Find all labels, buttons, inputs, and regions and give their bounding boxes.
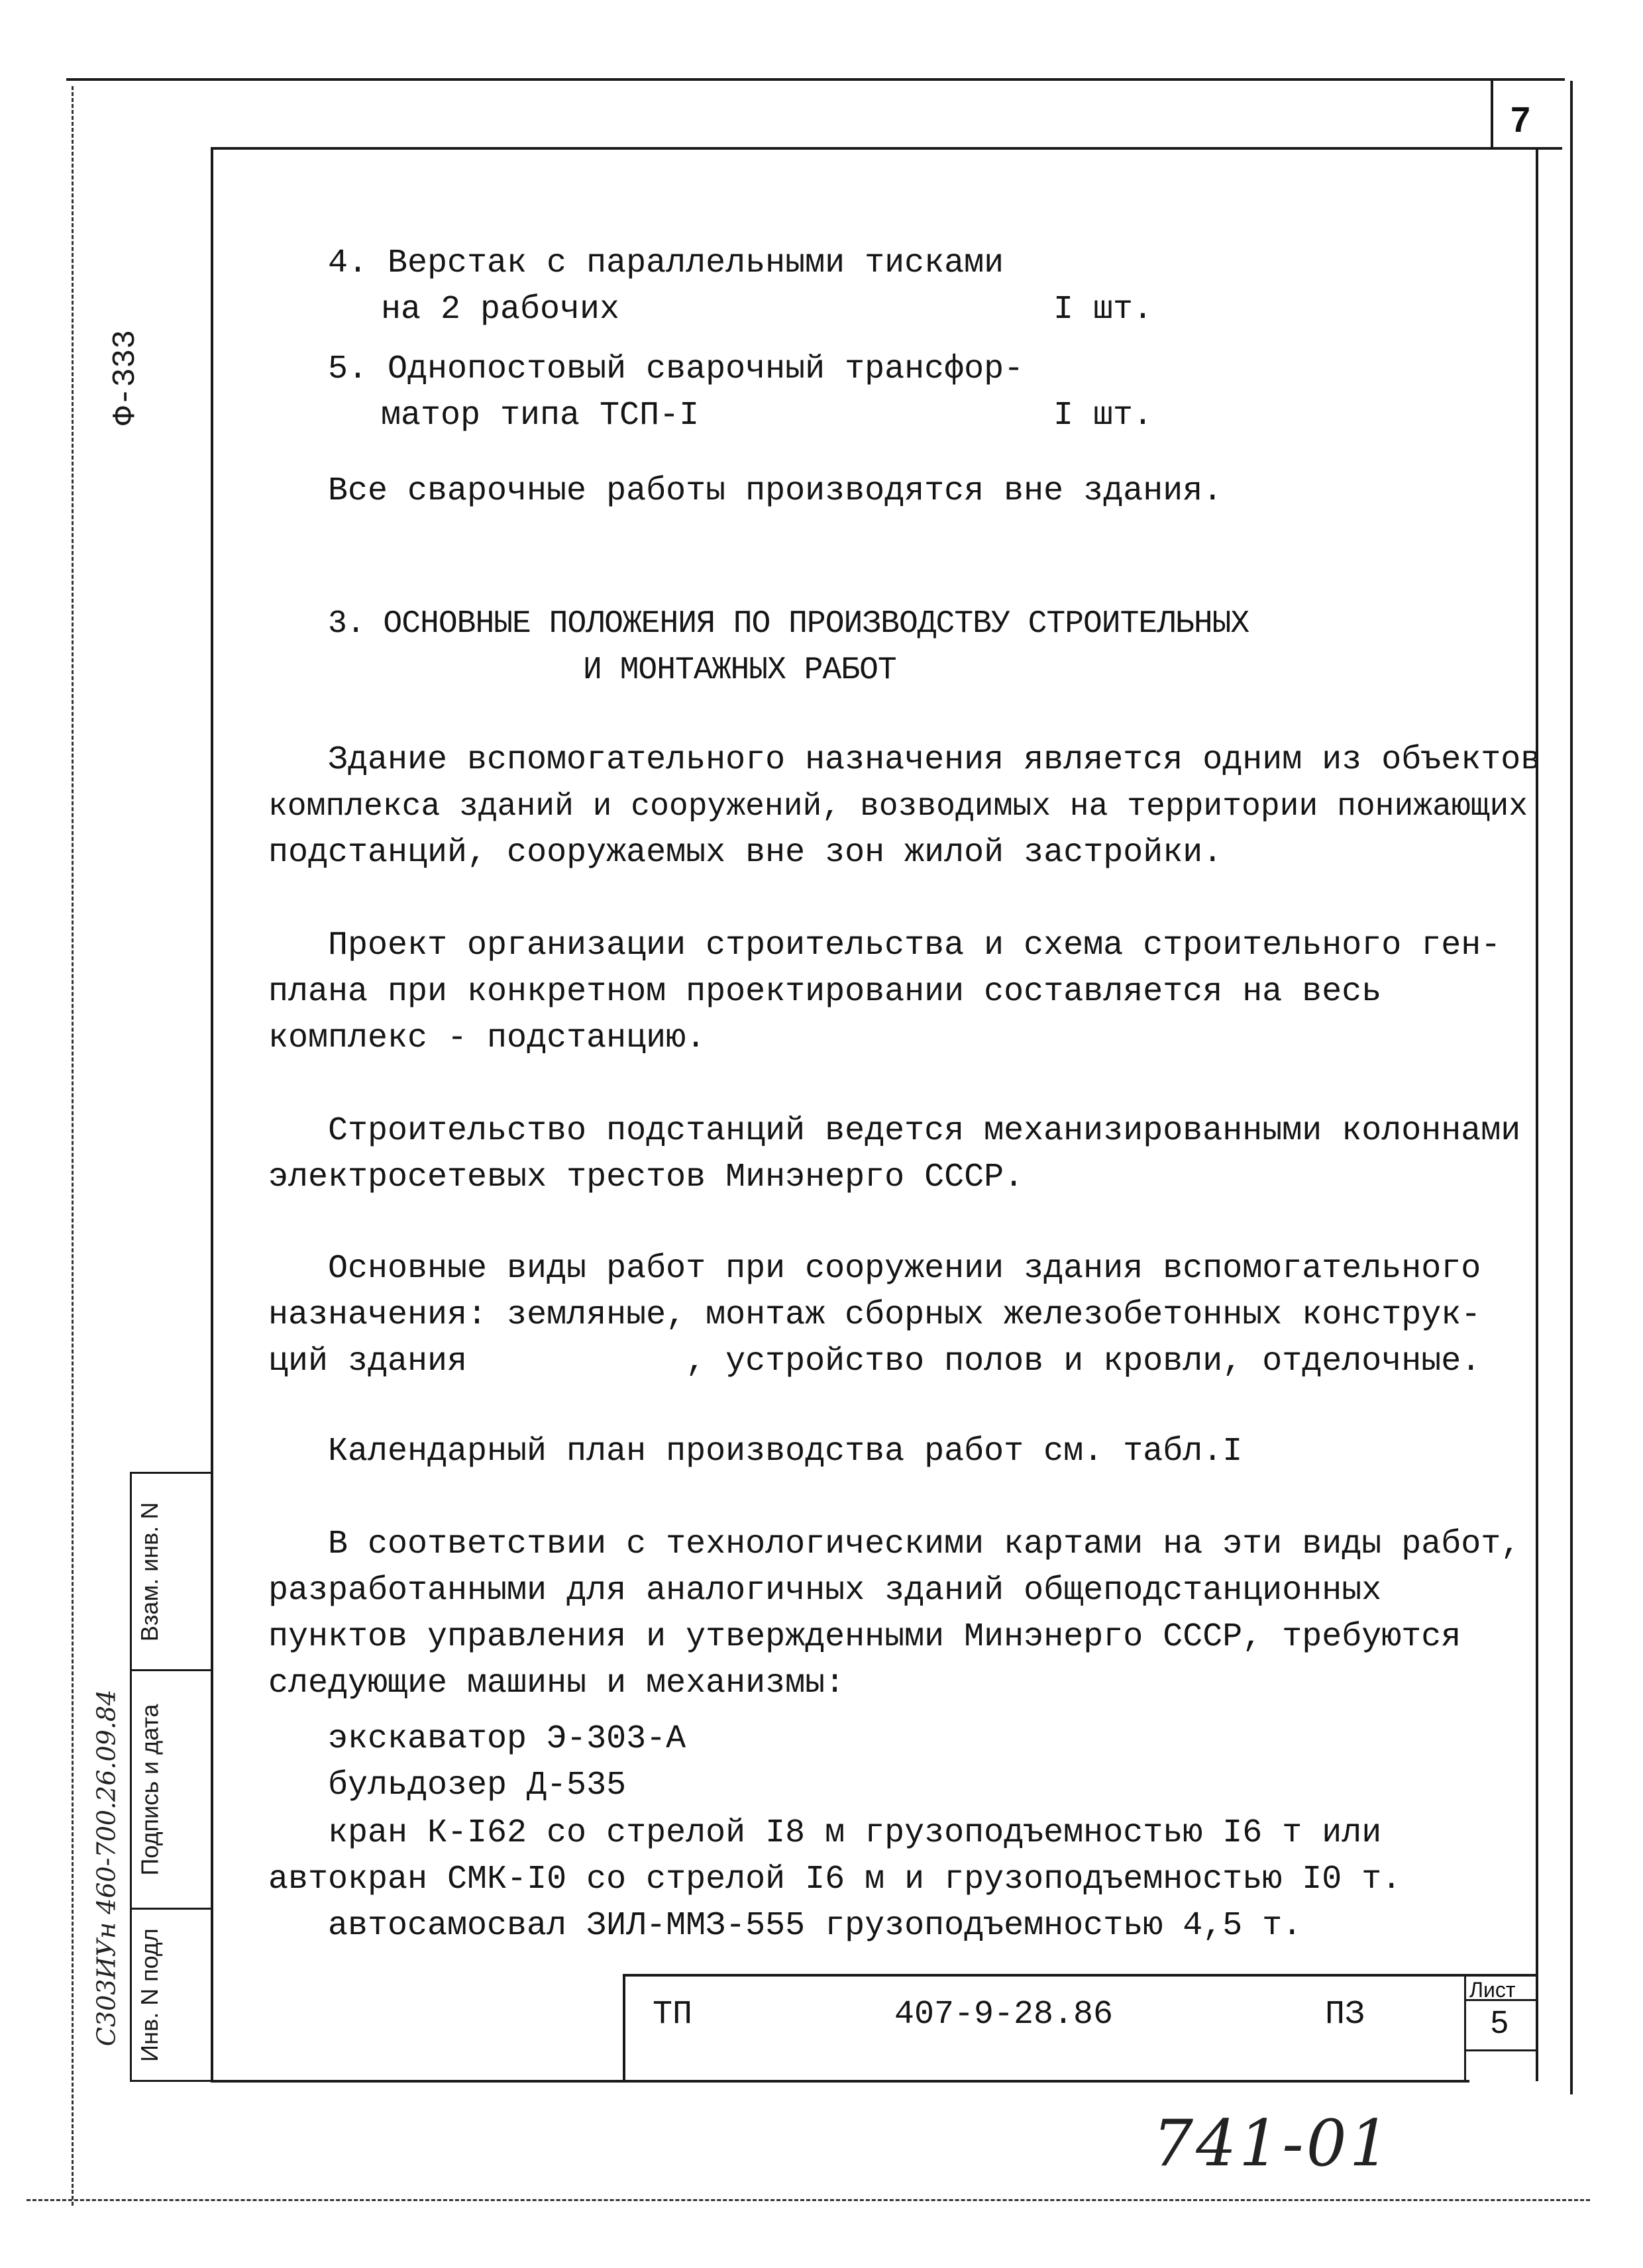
sheet-box-left (1491, 81, 1493, 150)
item5-qty: I шт. (1053, 397, 1153, 435)
inner-frame-left (211, 147, 213, 2081)
titleblock-top (623, 1974, 1537, 1977)
bottom-cut-line (26, 2199, 1590, 2201)
p1-line3: подстанций, сооружаемых вне зон жилой застройки. (268, 834, 1223, 872)
bottom-handwritten-number: 741-01 (1153, 2106, 1393, 2181)
welding-note: Все сварочные работы производятся вне здания. (328, 472, 1223, 510)
titleblock-list-label: Лист (1469, 1978, 1516, 2002)
item5-line1: 5. Однопостовый сварочный трансфор- (328, 350, 1024, 388)
p1-line1: Здание вспомогательного назначения является одним из объектов (328, 741, 1541, 779)
p2-line2: плана при конкретном проектировании составляется на весь (268, 973, 1382, 1011)
inner-frame-top (211, 147, 1562, 150)
section3-heading-line2: И МОНТАЖНЫХ РАБОТ (583, 652, 896, 688)
machine-bulldozer: бульдозер Д-535 (328, 1767, 627, 1804)
titleblock-section: ПЗ (1325, 1996, 1365, 2034)
left-cut-line (72, 86, 74, 2206)
top-border (66, 78, 1565, 81)
titleblock-tp: ТП (653, 1996, 693, 2034)
p4-line2: назначения: земляные, монтаж сборных железобетонных конструк- (268, 1296, 1481, 1334)
item5-line2: матор типа ТСП-I (381, 397, 700, 435)
p2-line1: Проект организации строительства и схема строительного ген- (328, 927, 1501, 964)
section3-heading-line1: 3. ОСНОВНЫЕ ПОЛОЖЕНИЯ ПО ПРОИЗВОДСТВУ СТРОИТЕЛЬНЫХ (328, 606, 1249, 642)
machine-excavator: экскаватор Э-303-А (328, 1720, 686, 1758)
p5-calendar-plan: Календарный план производства работ см. табл.I (328, 1433, 1243, 1470)
side-code-text: Ф-333 (108, 329, 144, 426)
sheet-number: 7 (1510, 100, 1531, 140)
p3-line2: электросетевых трестов Минэнерго СССР. (268, 1159, 1024, 1196)
titleblock-left (623, 1974, 625, 2081)
machine-crane-line1: кран К-I62 со стрелой I8 м грузоподъемностью I6 т или (328, 1814, 1382, 1852)
inner-frame-bottom (211, 2080, 1469, 2083)
p6-line1: В соответствии с технологическими картами на эти виды работ, (328, 1525, 1521, 1563)
titleblock-list-divider (1464, 1974, 1466, 2080)
p3-line1: Строительство подстанций ведется механизированными колоннами (328, 1112, 1521, 1150)
p4-line1: Основные виды работ при сооружении здания вспомогательного (328, 1250, 1481, 1288)
titleblock-list-number: 5 (1491, 2005, 1509, 2040)
p4-line3: ций здания , устройство полов и кровли, отделочные. (268, 1343, 1481, 1380)
item4-line1: 4. Верстак с параллельными тисками (328, 244, 1004, 282)
side-code (99, 291, 152, 464)
stamp-podpis-data: Подпись и дата (136, 1704, 163, 1875)
machine-dump-truck: автосамосвал ЗИЛ-ММЗ-555 грузоподъемностью 4,5 т. (328, 1907, 1302, 1945)
machine-crane-line2: автокран СМК-I0 со стрелой I6 м и грузоподъемностью I0 т. (268, 1861, 1402, 1898)
stamp-bottom-line (130, 2080, 211, 2082)
p6-line2: разработанными для аналогичных зданий общеподстанционных (268, 1572, 1382, 1610)
titleblock-list-bottom (1464, 2049, 1537, 2051)
titleblock-code: 407-9-28.86 (894, 1996, 1114, 2034)
item4-line2: на 2 рабочих (381, 291, 620, 329)
outer-frame-right (1570, 81, 1573, 2094)
stamp-vzam-inv: Взам. инв. N (136, 1502, 164, 1641)
inner-frame-right (1536, 147, 1538, 2081)
item4-qty: I шт. (1053, 291, 1153, 329)
p1-line2: комплекса зданий и сооружений, возводимых на территории понижающих (268, 789, 1528, 825)
p2-line3: комплекс - подстанцию. (268, 1019, 706, 1057)
p6-line4: следующие машины и механизмы: (268, 1665, 845, 1702)
stamp-inv-podl: Инв. N подл (136, 1928, 163, 2062)
p6-line3: пунктов управления и утвержденными Минэнерго СССР, требуются (268, 1618, 1461, 1656)
stamp-handwritten-note: С303ИУн 460-700.26.09.84 (91, 1689, 121, 2047)
